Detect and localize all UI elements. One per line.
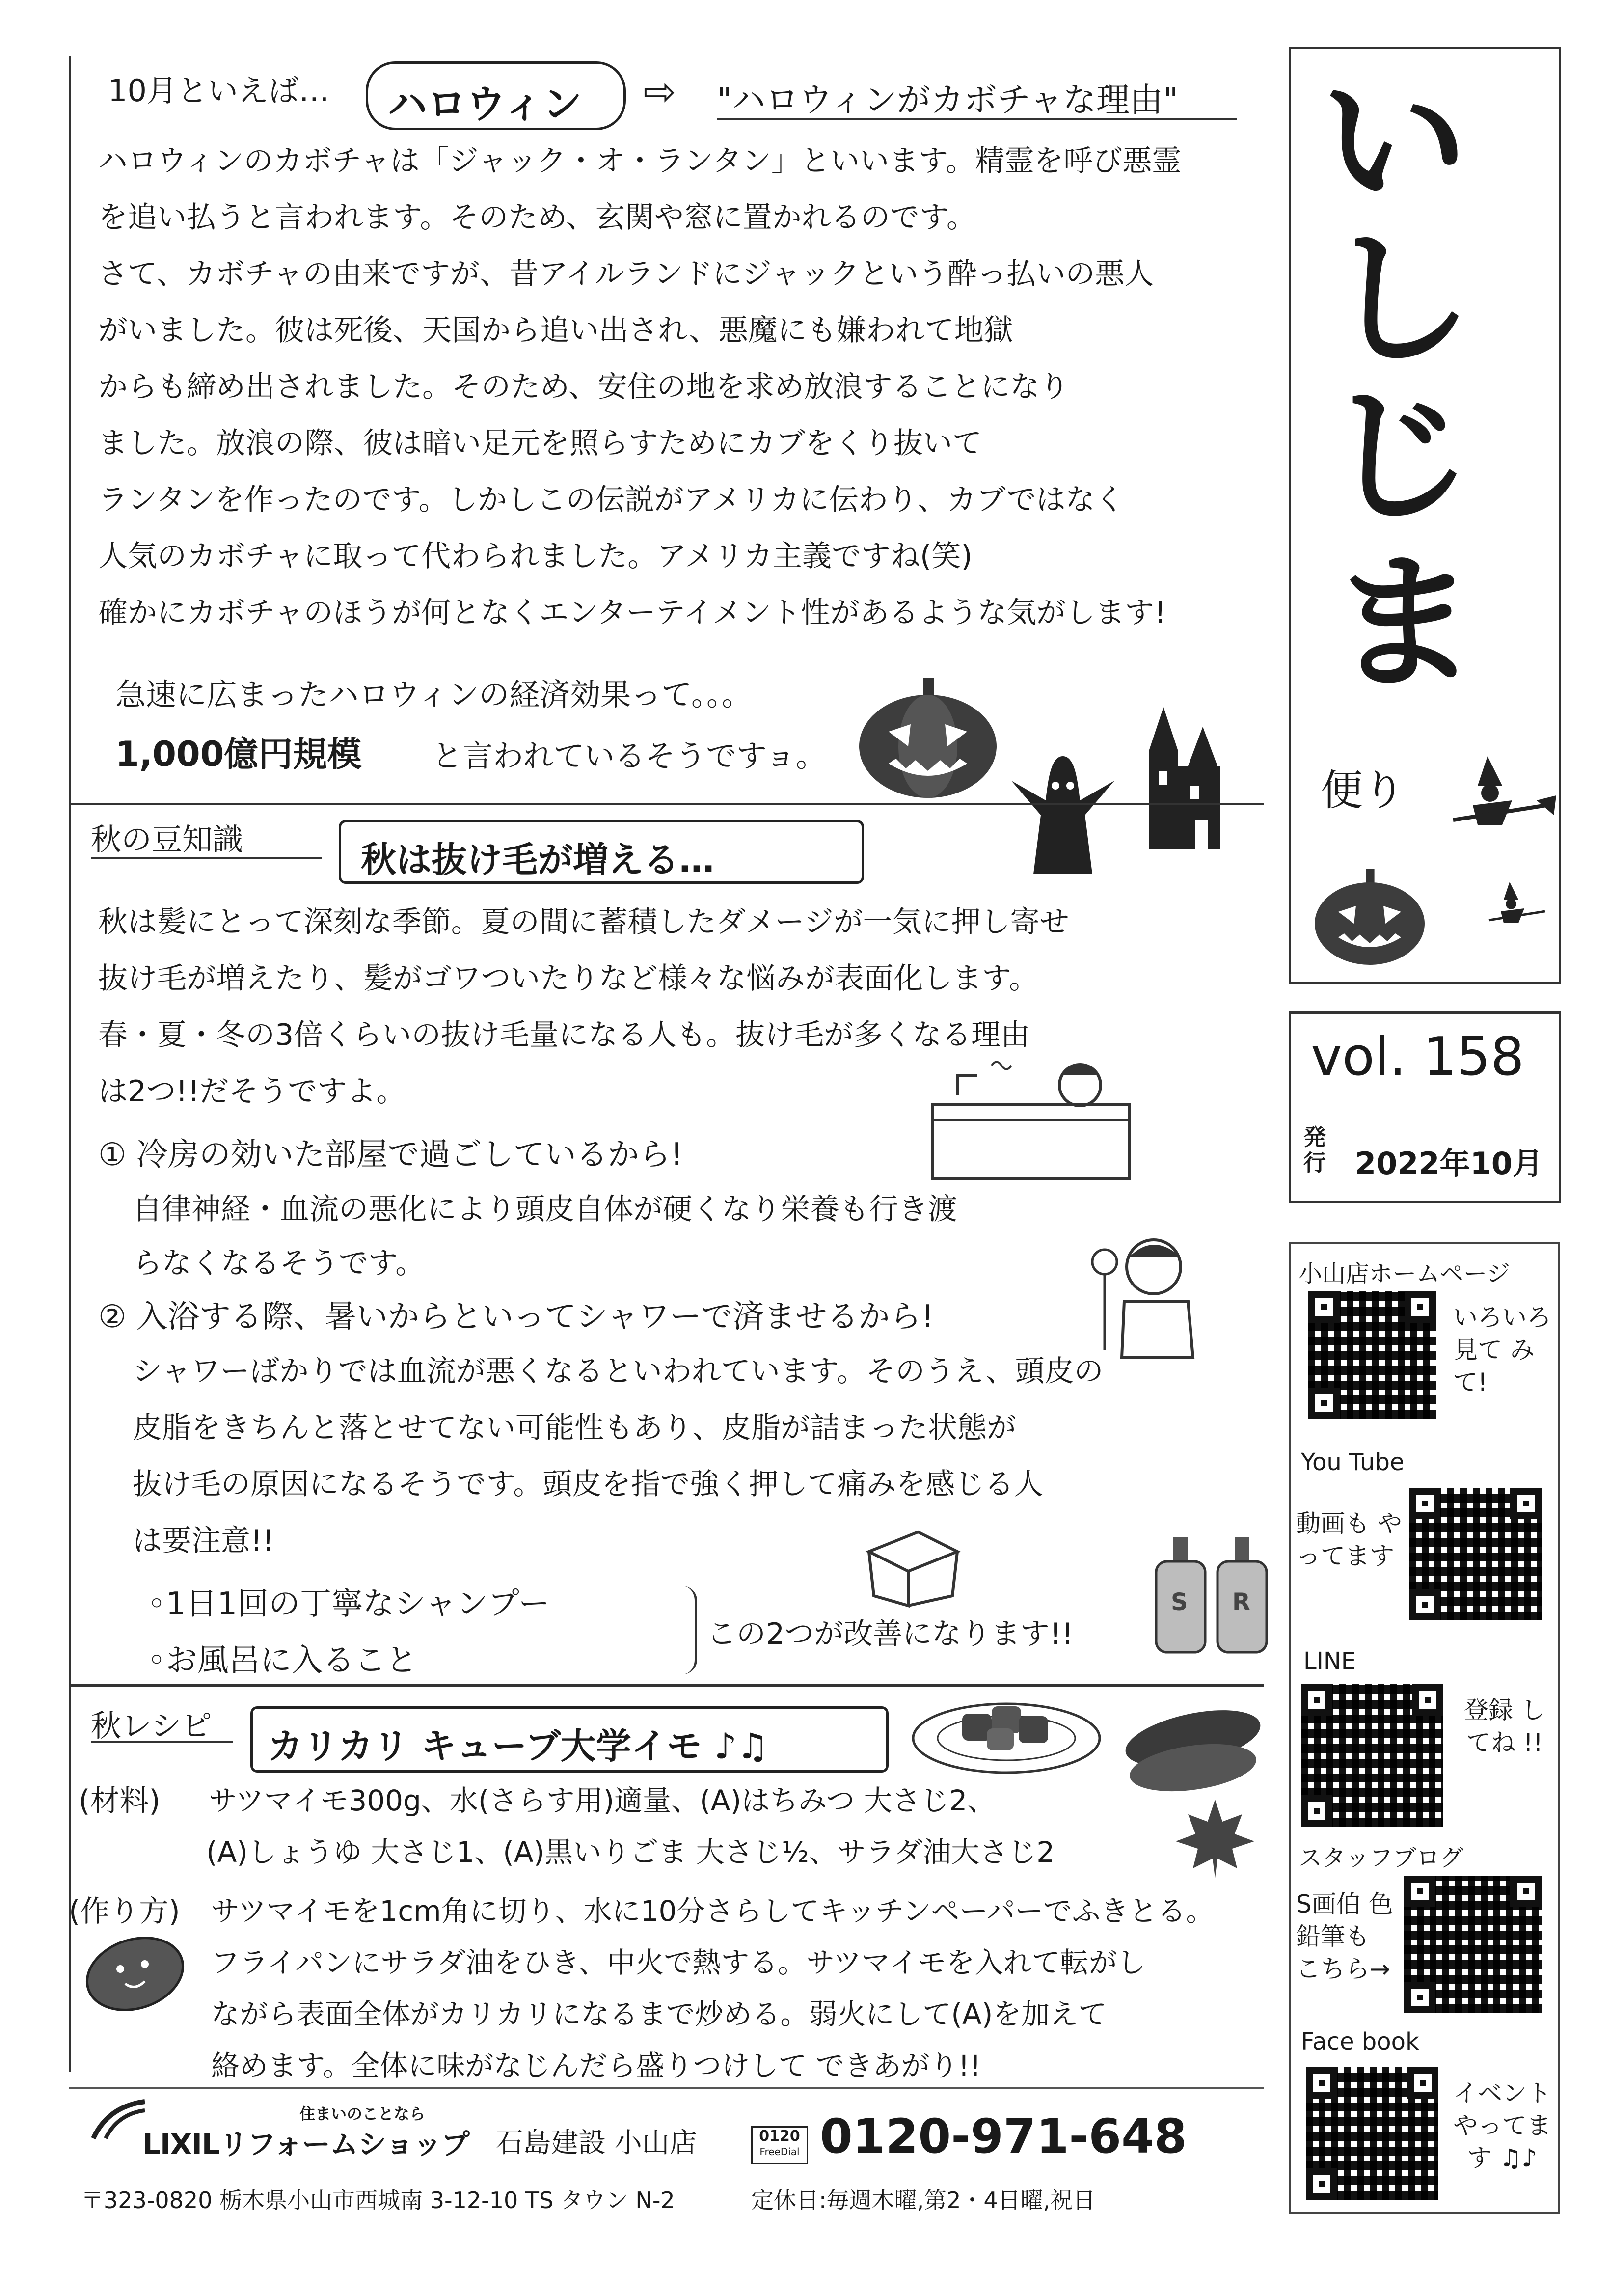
line-qr-code[interactable] xyxy=(1301,1684,1443,1827)
topic-underline xyxy=(717,118,1237,120)
method-line: 絡めます。全体に味がなじんだら盛りつけして できあがり!! xyxy=(211,2049,981,2082)
arrow-icon: ⇨ xyxy=(643,69,676,114)
trivia-line: 秋は髪にとって深刻な季節。夏の間に蓄積したダメージが一気に押し寄せ xyxy=(98,905,1069,939)
freedial-bottom: FreeDial xyxy=(759,2146,800,2158)
trivia-label-underline xyxy=(91,857,322,859)
ingredient-line: (A)しょうゆ 大さじ1、(A)黒いりごま 大さじ½、サラダ油大さじ2 xyxy=(206,1835,1055,1869)
trivia-section-label: 秋の豆知識 xyxy=(91,821,243,857)
trivia-title-box xyxy=(339,820,864,884)
footer-holidays: 定休日:毎週木曜,第2・4日曜,祝日 xyxy=(751,2187,1096,2214)
masthead-char: し xyxy=(1325,214,1473,385)
body-line: ランタンを作ったのです。しかしこの伝説がアメリカに伝わり、カブではなく xyxy=(98,483,1125,517)
ingredients-label: (材料) xyxy=(79,1784,161,1818)
method-line: サツマイモを1cm角に切り、水に10分さらしてキッチンペーパーでふきとる。 xyxy=(211,1894,1215,1928)
recipe-section-label: 秋レシピ xyxy=(91,1708,212,1744)
sidebar-note: イベント やってます ♫♪ xyxy=(1453,2079,1551,2172)
tips-result: この2つが改善になります!! xyxy=(707,1617,1074,1651)
shampoo-label: S xyxy=(1171,1588,1188,1616)
masthead-char: じ xyxy=(1325,371,1473,542)
trivia-line: 春・夏・冬の3倍くらいの抜け毛量になる人も。抜け毛が多くなる理由 xyxy=(98,1018,1030,1052)
witch-icon xyxy=(1443,751,1556,849)
body-line: がいました。彼は死後、天国から追い出され、悪魔にも嫌われて地獄 xyxy=(98,313,1013,348)
trivia-title: 秋は抜け毛が増える… xyxy=(361,839,715,880)
bath-illustration xyxy=(928,1046,1134,1183)
footer-tagline: 住まいのことなら xyxy=(299,2105,426,2123)
recipe-label-underline xyxy=(91,1741,233,1743)
youtube-qr-code[interactable] xyxy=(1409,1488,1542,1620)
halloween-badge xyxy=(366,61,626,130)
body-line: さて、カボチャの由来ですが、昔アイルランドにジャックという酔っ払いの悪人 xyxy=(98,257,1154,291)
footer-phone[interactable]: 0120-971-648 xyxy=(820,2109,1187,2164)
body-line: ました。放浪の際、彼は暗い足元を照らすためにカブをくり抜いて xyxy=(98,426,982,461)
reason2-line: 皮脂をきちんと落とせてない可能性もあり、皮脂が詰まった状態が xyxy=(133,1411,1016,1445)
bath-stool-icon xyxy=(859,1522,967,1611)
ingredient-line: サツマイモ300g、水(さらす用)適量、(A)はちみつ 大さじ2、 xyxy=(209,1784,996,1817)
facebook-qr-code[interactable] xyxy=(1306,2067,1438,2200)
recipe-title-box xyxy=(250,1706,889,1773)
tip-item: ◦1日1回の丁寧なシャンプー xyxy=(147,1586,550,1622)
reason2-line: は要注意!! xyxy=(133,1524,274,1558)
economy-amount: 1,000億円規模 xyxy=(115,734,362,774)
sidebar-label: Face book xyxy=(1301,2028,1419,2055)
trivia-line: 抜け毛が増えたり、髪がゴワついたりなど様々な悩みが表面化します。 xyxy=(98,961,1039,996)
reason2-line: シャワーばかりでは血流が悪くなるといわれています。そのうえ、頭皮の xyxy=(133,1354,1104,1389)
reason1-title: ① 冷房の効いた部屋で過ごしているから! xyxy=(98,1137,683,1173)
issued-label: 発行 xyxy=(1303,1124,1326,1176)
economy-line2: と言われているそうですョ。 xyxy=(432,738,826,774)
rinse-label: R xyxy=(1232,1588,1250,1616)
sidebar-label: You Tube xyxy=(1301,1449,1405,1476)
method-line: フライパンにサラダ油をひき、中火で熱する。サツマイモを入れて転がし xyxy=(211,1946,1146,1979)
daigaku-imo-plate xyxy=(908,1679,1105,1777)
homepage-qr-code[interactable] xyxy=(1308,1291,1436,1419)
freedial-badge xyxy=(751,2126,808,2164)
masthead-char: ま xyxy=(1330,538,1478,709)
issued-date: 2022年10月 xyxy=(1355,1146,1543,1181)
halloween-intro: 10月といえば… xyxy=(108,73,329,109)
tip-item: ◦お風呂に入ること xyxy=(147,1642,417,1679)
footer-store: 石島建設 小山店 xyxy=(496,2127,697,2159)
reason1-line: 自律神経・血流の悪化により頭皮自体が硬くなり栄養も行き渡 xyxy=(133,1192,957,1227)
masthead-subtitle: 便り xyxy=(1321,766,1405,815)
footer-divider xyxy=(69,2087,1264,2089)
lixil-logo-icon xyxy=(88,2097,147,2141)
halloween-topic: "ハロウィンがカボチャな理由" xyxy=(717,81,1179,120)
sidebar-note: いろいろ 見て みて! xyxy=(1453,1303,1551,1396)
masthead-char: い xyxy=(1321,56,1468,228)
economy-line1: 急速に広まったハロウィンの経済効果って。。。 xyxy=(115,677,753,712)
staff-blog-qr-code[interactable] xyxy=(1404,1876,1542,2013)
reason1-line: らなくなるそうです。 xyxy=(133,1246,425,1281)
sidebar-note: S画伯 色鉛筆も こちら→ xyxy=(1296,1890,1393,1983)
ghost-icon xyxy=(1006,751,1119,879)
sidebar-label: LINE xyxy=(1303,1647,1356,1675)
body-line: ハロウィンのカボチャは「ジャック・オ・ランタン」といいます。精霊を呼び悪霊 xyxy=(98,144,1182,178)
reason2-line: 抜け毛の原因になるそうです。頭皮を指で強く押して痛みを感じる人 xyxy=(133,1467,1044,1502)
halloween-badge-text: ハロウィン xyxy=(388,82,582,127)
potato-character-icon xyxy=(81,1930,189,2018)
sidebar-label: スタッフブログ xyxy=(1298,1844,1464,1872)
sweet-potato-icon xyxy=(1119,1699,1267,1797)
section-divider xyxy=(69,803,1264,805)
trivia-line: は2つ!!だそうですよ。 xyxy=(98,1074,406,1109)
body-line: からも締め出されました。そのため、安住の地を求め放浪することになり xyxy=(98,370,1069,404)
body-line: 人気のカボチャに取って代わられました。アメリカ主義ですね(笑) xyxy=(98,539,973,574)
recipe-title: カリカリ キューブ大学イモ ♪♫ xyxy=(268,1725,769,1767)
sidebar-note: 登録 してね !! xyxy=(1464,1696,1545,1757)
maple-leaf-icon xyxy=(1173,1797,1257,1881)
body-line: 確かにカボチャのほうが何となくエンターテイメント性があるような気がします! xyxy=(98,596,1166,630)
freedial-top: 0120 xyxy=(759,2128,800,2145)
haunted-house-icon xyxy=(1129,707,1227,849)
footer-address: 〒323-0820 栃木県小山市西城南 3-12-10 TS タウン N-2 xyxy=(81,2187,675,2214)
tips-brace xyxy=(680,1586,697,1674)
sidebar-note: 動画も やってます xyxy=(1296,1509,1402,1570)
sidebar-label: 小山店ホームページ xyxy=(1298,1260,1511,1287)
pumpkin-icon xyxy=(854,673,1001,800)
shower-illustration xyxy=(1075,1232,1222,1360)
method-label: (作り方) xyxy=(69,1894,180,1929)
reason2-title: ② 入浴する際、暑いからといってシャワーで済ませるから! xyxy=(98,1299,934,1335)
footer-brand: LIXILリフォームショップ xyxy=(142,2128,469,2161)
method-line: ながら表面全体がカリカリになるまで炒める。弱火にして(A)を加えて xyxy=(211,1997,1107,2031)
pumpkin-icon xyxy=(1311,864,1429,967)
volume-number: vol. 158 xyxy=(1311,1026,1524,1088)
body-line: を追い払うと言われます。そのため、玄関や窓に置かれるのです。 xyxy=(98,200,976,235)
witch-icon xyxy=(1483,879,1551,938)
